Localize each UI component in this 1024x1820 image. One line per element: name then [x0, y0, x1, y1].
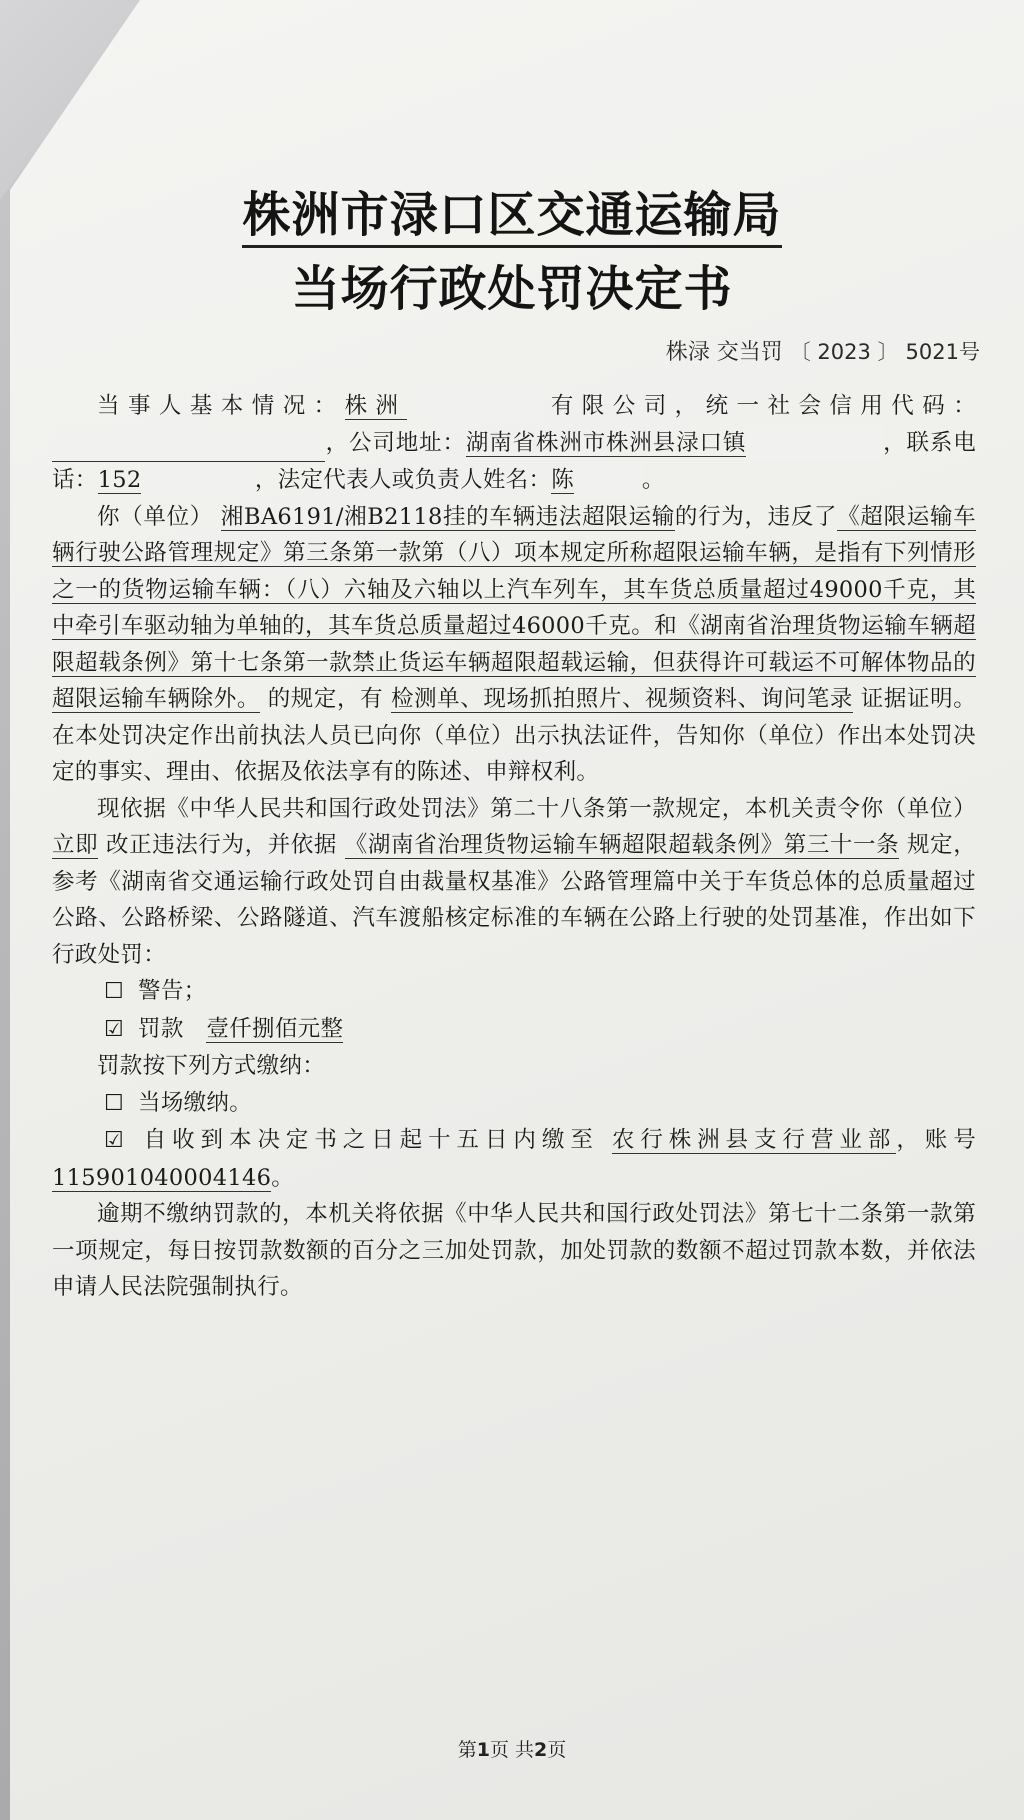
violated-regulation: 《超限运输车辆行驶公路管理规定》第三条第一款第（八）项本规定所称超限运输车辆，是指有下列情形之一的货物运输车辆：（八）六轴及六轴以上汽车列车，其车货总质量超过49000千克，其中牵引车驱动轴为单轴的，其车货总质量超过46000千克。和《湖南省治理货物运输车辆超限超载条例》第十七条第一款禁止货运车辆超限超载运输，但获得许可载运不可解体物品的超限运输车辆除外。 [52, 503, 976, 712]
redacted-segment [574, 462, 642, 499]
onsite-checkbox-icon: ☐ [104, 1090, 125, 1116]
account-number: 115901040004146 [52, 1164, 272, 1191]
correction-timing: 立即 [52, 832, 99, 858]
bank-checkbox-icon: ☑ [104, 1128, 125, 1153]
representative-field: 陈 [551, 467, 642, 494]
overdue-paragraph: 逾期不缴纳罚款的，本机关将依据《中华人民共和国行政处罚法》第七十二条第一款第一项规定，每日按罚款数额的百分之三加处罚款，加处罚款的数额不超过罚款本数，并依法申请人民法院强制执行。 [52, 1201, 976, 1300]
redacted-segment [746, 425, 882, 462]
agency-title: 株洲市渌口区交通运输局 [0, 176, 1024, 245]
fine-checkbox-icon: ☑ [104, 1016, 125, 1042]
document-body [52, 388, 976, 1306]
fine-option: ☑ 罚款 壹仟捌佰元整 [52, 1011, 976, 1049]
onsite-payment-option: ☐ 当场缴纳。 [52, 1085, 976, 1123]
phone-field: 152 [98, 467, 255, 494]
redacted-credit-code [52, 425, 325, 463]
party-info-paragraph: 当事人基本情况：株洲 有限公司，统一社会信用代码： ，公司地址：湖南省株洲市株洲县渌口镇 ，联系电话：152 ，法定代表人或负责人姓名：陈 。 [52, 388, 976, 499]
violation-paragraph: 你（单位） 湘BA6191/湘B2118挂的车辆违法超限运输的行为，违反了《超限运输车辆行驶公路管理规定》第三条第一款第（八）项本规定所称超限运输车辆，是指有下列情形之一的货物运输车辆：（八）六轴及六轴以上汽车列车，其车货总质量超过49000千克，其中牵引车驱动轴为单轴的，其车货总质量超过46000千克。和《湖南省治理货物运输车辆超限超载条例》第十七条第一款禁止货运车辆超限超载运输，但获得许可载运不可解体物品的超限运输车辆除外。 的规定，有 检测单、现场抓拍照片、视频资料、询问笔录 证据证明。在本处罚决定作出前执法人员已向你（单位）出示执法证件，告知你（单位）作出本处罚决定的事实、理由、依据及依法享有的陈述、申辩权利。 [52, 503, 976, 785]
penalty-basis: 《湖南省治理货物运输车辆超限超载条例》第三十一条 [344, 832, 900, 858]
page-footer: 第1页 共2页 [457, 1739, 567, 1761]
redacted-segment [407, 388, 543, 425]
bank-payment-option: ☑ 自收到本决定书之日起十五日内缴至 农行株洲县支行营业部，账号115901040004146。 [52, 1122, 976, 1196]
vehicle-violation: 湘BA6191/湘B2118挂的车辆违法超限运输 [220, 503, 675, 530]
decision-paragraph: 现依据《中华人民共和国行政处罚法》第二十八条第一款规定，本机关责令你（单位） 立即 改正违法行为，并依据 《湖南省治理货物运输车辆超限超载条例》第三十一条 规定，参考《湖南省交通运输行政处罚自由裁量权基准》公路管理篇中关于车货总体的总质量超过公路、公路桥梁、公路隧道、汽车渡船核定标准的车辆在公路上行驶的处罚基准，作出如下行政处罚： [52, 795, 977, 968]
document-number: 株渌 交当罚 〔 2023 〕 5021号 [665, 340, 980, 365]
fine-amount: 壹仟捌佰元整 [206, 1015, 344, 1042]
bank-name: 农行株洲县支行营业部 [611, 1127, 897, 1153]
warning-checkbox-icon: ☐ [104, 979, 125, 1004]
evidence-list: 检测单、现场抓拍照片、视频资料、询问笔录 [390, 686, 854, 712]
party-name-field: 株洲 [345, 393, 543, 420]
address-field: 湖南省株洲市株洲县渌口镇 [466, 430, 883, 457]
redacted-segment [141, 462, 254, 499]
warning-option: ☐ 警告； [52, 973, 976, 1011]
document-title: 当场行政处罚决定书 [291, 261, 733, 317]
payment-heading: 罚款按下列方式缴纳： [97, 1053, 326, 1079]
